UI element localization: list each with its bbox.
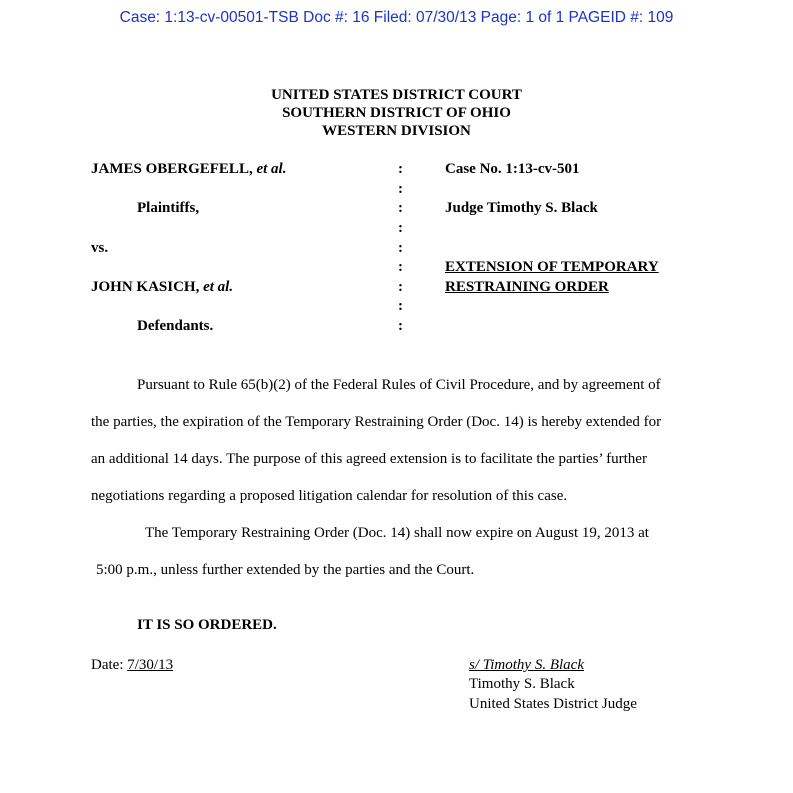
caption-colon: : <box>398 181 403 197</box>
body-paragraph-line: the parties, the expiration of the Temporary Restraining Order (Doc. 14) is hereby extended for <box>91 414 662 430</box>
caption-colon: : <box>398 161 403 177</box>
body-paragraph-line: an additional 14 days. The purpose of this agreed extension is to facilitate the parties’ further <box>91 451 647 467</box>
case-number: Case No. 1:13-cv-501 <box>445 161 580 177</box>
plaintiff-name: JAMES OBERGEFELL, <box>91 161 253 177</box>
body-paragraph-line: The Temporary Restraining Order (Doc. 14) shall now expire on August 19, 2013 at <box>145 525 649 541</box>
order-title-line2: RESTRAINING ORDER <box>445 279 609 295</box>
body-paragraph-line: 5:00 p.m., unless further extended by the parties and the Court. <box>96 562 475 578</box>
defendants-label: Defendants. <box>137 318 214 334</box>
order-title-line1: EXTENSION OF TEMPORARY <box>445 259 659 275</box>
body-paragraph-line: negotiations regarding a proposed litigation calendar for resolution of this case. <box>91 488 568 504</box>
plaintiff-party <box>91 161 286 178</box>
date-value: 7/30/13 <box>127 657 174 673</box>
body-paragraph-line: Pursuant to Rule 65(b)(2) of the Federal Rules of Civil Procedure, and by agreement of <box>137 377 661 393</box>
so-ordered: IT IS SO ORDERED. <box>137 617 277 633</box>
electronic-signature: s/ Timothy S. Black <box>469 657 584 673</box>
defendant-name: JOHN KASICH, <box>91 279 200 295</box>
plaintiff-et-al: et al. <box>256 161 287 177</box>
defendant-party <box>91 279 233 296</box>
court-name: UNITED STATES DISTRICT COURT <box>271 87 522 103</box>
caption-colon: : <box>398 279 403 295</box>
judge-signature-name: Timothy S. Black <box>469 676 575 692</box>
caption-colon: : <box>398 200 403 216</box>
caption-colon: : <box>398 298 403 314</box>
versus-label: vs. <box>91 240 109 256</box>
court-division: WESTERN DIVISION <box>322 123 471 139</box>
judge-signature-title: United States District Judge <box>469 696 637 712</box>
judge-name: Judge Timothy S. Black <box>445 200 598 216</box>
case-header-stamp: Case: 1:13-cv-00501-TSB Doc #: 16 Filed: 07/30/13 Page: 1 of 1 PAGEID #: 109 <box>119 9 674 26</box>
plaintiffs-label: Plaintiffs, <box>137 200 200 216</box>
caption-colon: : <box>398 259 403 275</box>
caption-colon: : <box>398 318 403 334</box>
date-label: Date: <box>91 657 124 673</box>
caption-colon: : <box>398 220 403 236</box>
defendant-et-al: et al. <box>203 279 234 295</box>
date-line <box>91 657 179 674</box>
court-district: SOUTHERN DISTRICT OF OHIO <box>282 105 511 121</box>
caption-colon: : <box>398 240 403 256</box>
